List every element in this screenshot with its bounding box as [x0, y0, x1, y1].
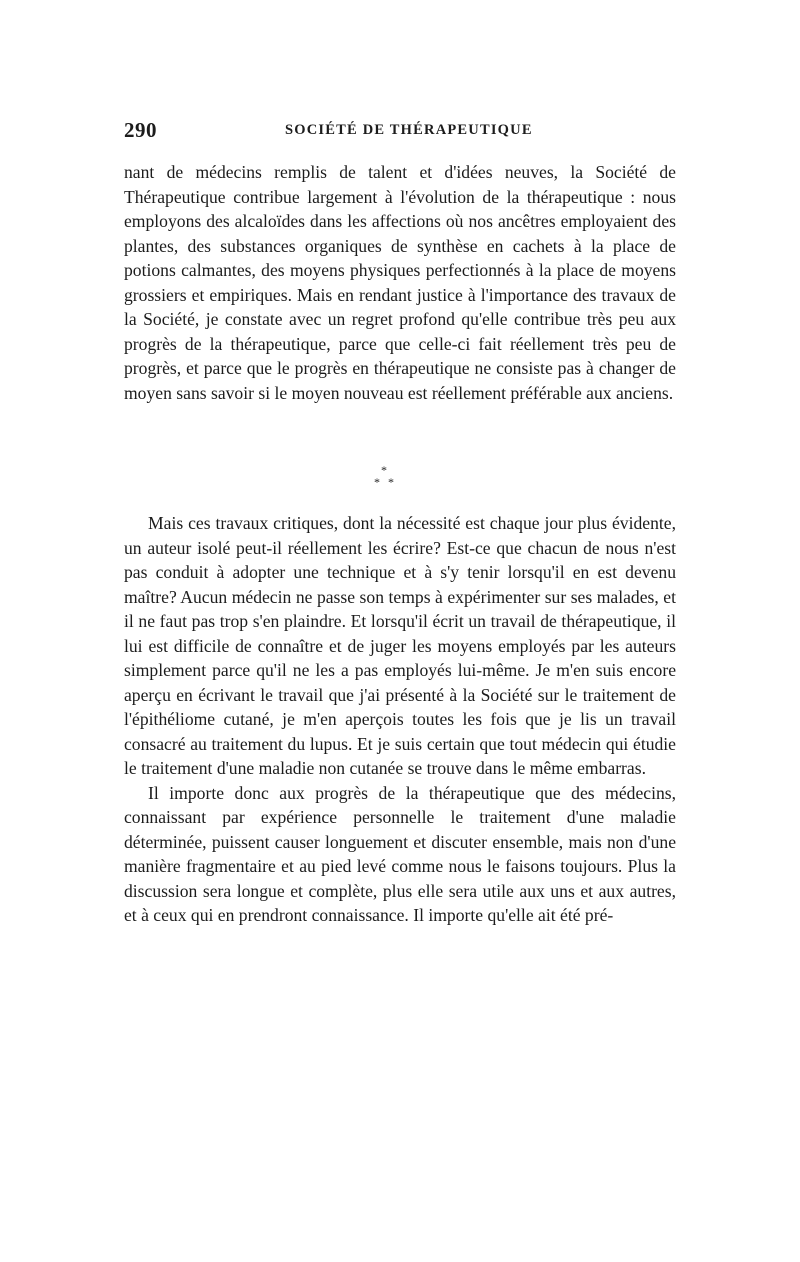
running-title: SOCIÉTÉ DE THÉRAPEUTIQUE — [285, 122, 533, 138]
text-section-1 — [124, 160, 676, 405]
text-section-2 — [124, 511, 676, 928]
asterism-star-icon: * — [381, 463, 387, 477]
page-header — [124, 118, 680, 148]
paragraph: Il importe donc aux progrès de la thérapeutique que des médecins, connaissant par expérience personnelle le traitement d'une maladie déterminée, puissent causer longuement et discuter ensemble, mais non d'une manière fragmentaire et au pied levé comme nous le faisons toujours. Plus la discussion sera longue et complète, plus elle sera utile aux uns et aux autres, et à ceux qui en prendront connaissance. Il importe qu'elle ait été pré- — [124, 782, 676, 925]
page-number: 290 — [124, 118, 157, 142]
paragraph: Mais ces travaux critiques, dont la nécessité est chaque jour plus évidente, un auteur isolé peut-il réellement les écrire? Est-ce que chacun de nous n'est pas conduit à adopter une technique et à s'y tenir lorsqu'il en est devenu maître? Aucun médecin ne passe son temps à expérimenter sur ses malades, et il ne faut pas trop s'en plaindre. Et lorsqu'il écrit un travail de thérapeutique, il lui est difficile de connaître et de juger les moyens employés par les auteurs simplement parce qu'il ne les a pas employés lui-même. Je m'en suis encore aperçu en écrivant le travail que j'ai présenté à la Société sur le traitement de l'épithéliome cutané, je m'en aperçois toutes les fois que je lis un travail consacré au traitement du lupus. Et je suis certain que tout médecin qui étudie le traitement d'une maladie non cutanée se trouve dans le même embarras. — [124, 513, 676, 778]
asterism-star-icon: * — [388, 475, 394, 489]
asterism-separator — [364, 462, 412, 508]
asterism-star-icon: * — [374, 475, 380, 489]
paragraph-continuation: nant de médecins remplis de talent et d'idées neuves, la Société de Thérapeutique contribue largement à l'évolution de la thérapeutique : nous employons des alcaloïdes dans les affections où nos ancêtres employaient des plantes, des substances organiques de synthèse en cachets à la place de potions calmantes, des moyens physiques perfectionnés à la place de moyens grossiers et empiriques. Mais en rendant justice à l'importance des travaux de la Société, je constate avec un regret profond qu'elle contribue très peu aux progrès de la thérapeutique, parce que celle-ci fait réellement très peu de progrès, et parce que le progrès en thérapeutique ne consiste pas à changer de moyen sans savoir si le moyen nouveau est réellement préférable aux anciens. — [124, 162, 676, 403]
